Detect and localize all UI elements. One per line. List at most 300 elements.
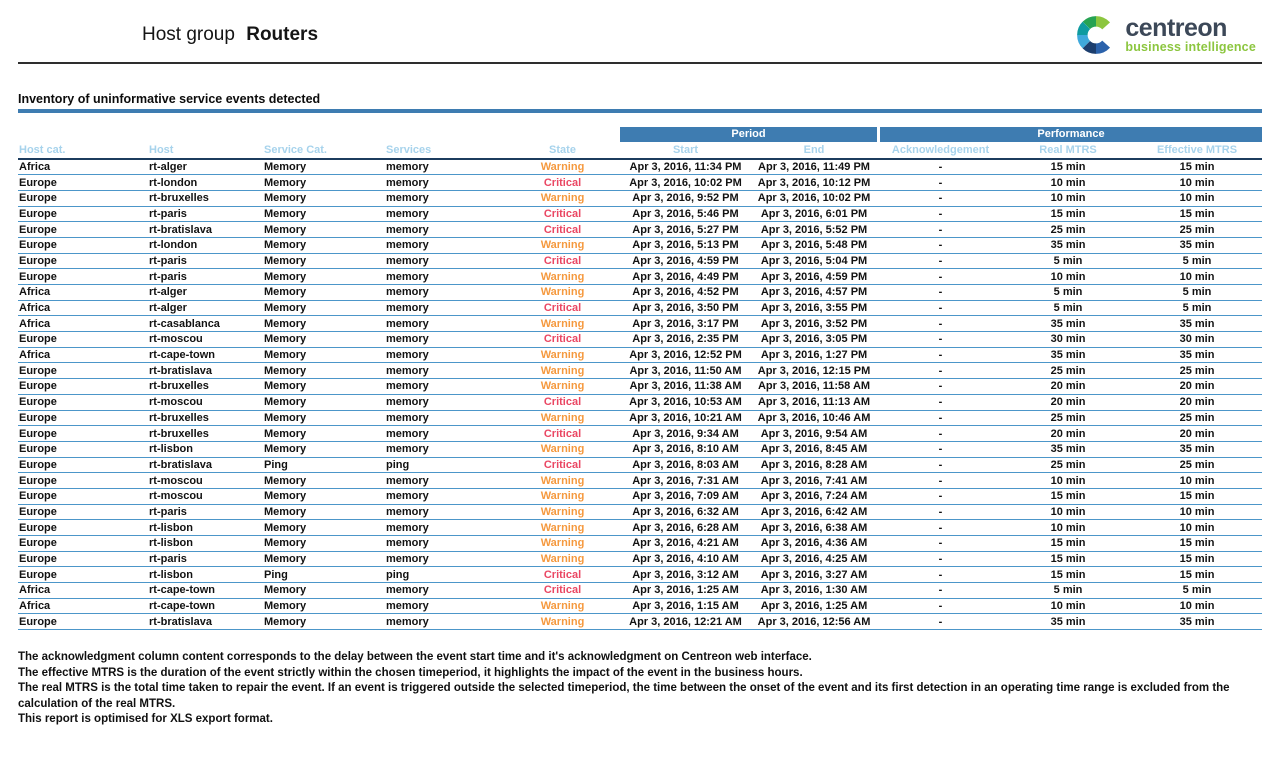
- cell-ack: -: [938, 223, 943, 236]
- cell-start: Apr 3, 2016, 3:50 PM: [632, 302, 739, 315]
- cell-state: Critical: [543, 254, 582, 267]
- cell-start: Apr 3, 2016, 7:31 AM: [632, 474, 739, 487]
- cell-service_cat: Memory: [264, 161, 307, 174]
- table-row: [18, 206, 1262, 222]
- cell-service_cat: Memory: [264, 553, 307, 566]
- cell-host_cat: Europe: [19, 490, 57, 503]
- cell-service: memory: [386, 537, 429, 550]
- footnote-line: This report is optimised for XLS export format.: [18, 713, 273, 726]
- table-body: [18, 159, 1262, 630]
- centreon-logo-icon: [1075, 14, 1117, 56]
- table-row: [18, 253, 1262, 269]
- cell-real_mtrs: 20 min: [1050, 380, 1086, 393]
- cell-service: ping: [386, 458, 410, 471]
- cell-state: Warning: [540, 380, 585, 393]
- header-divider: [18, 62, 1262, 64]
- cell-service: memory: [386, 427, 429, 440]
- cell-end: Apr 3, 2016, 10:12 PM: [757, 176, 871, 189]
- cell-service: memory: [386, 239, 429, 252]
- column-header-row: [18, 142, 1262, 159]
- cell-host: rt-bruxelles: [149, 192, 209, 205]
- cell-host: rt-moscou: [149, 333, 203, 346]
- cell-state: Critical: [543, 207, 582, 220]
- cell-service: memory: [386, 192, 429, 205]
- cell-end: Apr 3, 2016, 4:57 PM: [760, 286, 868, 299]
- table-row: [18, 488, 1262, 504]
- cell-eff_mtrs: 20 min: [1179, 380, 1215, 393]
- section-title: Inventory of uninformative service events detected: [18, 92, 321, 106]
- cell-service_cat: Memory: [264, 411, 307, 424]
- cell-service_cat: Memory: [264, 333, 307, 346]
- col-header-start: Start: [672, 144, 699, 156]
- cell-real_mtrs: 15 min: [1050, 490, 1086, 503]
- cell-start: Apr 3, 2016, 1:25 AM: [632, 584, 739, 597]
- cell-state: Critical: [543, 568, 582, 581]
- table-row: [18, 457, 1262, 473]
- cell-end: Apr 3, 2016, 12:15 PM: [757, 364, 871, 377]
- cell-eff_mtrs: 15 min: [1179, 161, 1215, 174]
- cell-eff_mtrs: 10 min: [1179, 474, 1215, 487]
- cell-start: Apr 3, 2016, 9:34 AM: [632, 427, 739, 440]
- cell-real_mtrs: 25 min: [1050, 458, 1086, 471]
- cell-host_cat: Europe: [19, 458, 57, 471]
- cell-real_mtrs: 35 min: [1050, 349, 1086, 362]
- cell-ack: -: [938, 600, 943, 613]
- cell-state: Warning: [540, 239, 585, 252]
- cell-start: Apr 3, 2016, 1:15 AM: [632, 600, 739, 613]
- cell-real_mtrs: 15 min: [1050, 553, 1086, 566]
- cell-state: Warning: [540, 270, 585, 283]
- cell-service_cat: Memory: [264, 600, 307, 613]
- cell-host_cat: Europe: [19, 505, 57, 518]
- cell-host: rt-bruxelles: [149, 380, 209, 393]
- col-header-service-cat: Service Cat.: [264, 144, 327, 156]
- cell-ack: -: [938, 192, 943, 205]
- footnote-line: The effective MTRS is the duration of the event strictly within the chosen timeperiod, it highlights the impact of the event in the business hours.: [18, 666, 803, 679]
- section-title-underline: [18, 109, 1262, 113]
- cell-end: Apr 3, 2016, 3:27 AM: [760, 568, 868, 581]
- cell-ack: -: [938, 207, 943, 220]
- cell-service_cat: Memory: [264, 192, 307, 205]
- cell-ack: -: [938, 521, 943, 534]
- table-row: [18, 583, 1262, 599]
- cell-start: Apr 3, 2016, 4:59 PM: [632, 254, 739, 267]
- cell-real_mtrs: 15 min: [1050, 537, 1086, 550]
- cell-end: Apr 3, 2016, 10:02 PM: [757, 192, 871, 205]
- table-row: [18, 410, 1262, 426]
- cell-service: memory: [386, 223, 429, 236]
- table-row: [18, 536, 1262, 552]
- cell-start: Apr 3, 2016, 4:10 AM: [632, 553, 739, 566]
- cell-start: Apr 3, 2016, 8:03 AM: [632, 458, 739, 471]
- cell-ack: -: [938, 443, 943, 456]
- cell-start: Apr 3, 2016, 6:32 AM: [632, 505, 739, 518]
- cell-ack: -: [938, 553, 943, 566]
- cell-start: Apr 3, 2016, 5:46 PM: [632, 207, 739, 220]
- cell-ack: -: [938, 176, 943, 189]
- cell-end: Apr 3, 2016, 12:56 AM: [757, 615, 871, 628]
- table-row: [18, 269, 1262, 285]
- cell-service_cat: Memory: [264, 443, 307, 456]
- cell-eff_mtrs: 10 min: [1179, 600, 1215, 613]
- cell-state: Warning: [540, 615, 585, 628]
- cell-state: Critical: [543, 396, 582, 409]
- table-row: [18, 285, 1262, 301]
- cell-start: Apr 3, 2016, 11:34 PM: [629, 161, 742, 174]
- cell-ack: -: [938, 270, 943, 283]
- cell-eff_mtrs: 35 min: [1179, 317, 1215, 330]
- cell-ack: -: [938, 490, 943, 503]
- cell-ack: -: [938, 364, 943, 377]
- cell-host_cat: Europe: [19, 380, 57, 393]
- cell-ack: -: [938, 505, 943, 518]
- cell-start: Apr 3, 2016, 4:49 PM: [632, 270, 739, 283]
- cell-host: rt-alger: [149, 161, 187, 174]
- cell-host: rt-moscou: [149, 474, 203, 487]
- cell-host: rt-casablanca: [149, 317, 220, 330]
- cell-host: rt-bratislava: [149, 223, 212, 236]
- cell-service_cat: Memory: [264, 521, 307, 534]
- cell-host_cat: Africa: [19, 317, 51, 330]
- period-header-bar: Period: [620, 127, 877, 142]
- cell-eff_mtrs: 20 min: [1179, 427, 1215, 440]
- cell-eff_mtrs: 35 min: [1179, 615, 1215, 628]
- cell-service_cat: Memory: [264, 380, 307, 393]
- cell-host_cat: Europe: [19, 615, 57, 628]
- cell-ack: -: [938, 474, 943, 487]
- cell-host_cat: Europe: [19, 207, 57, 220]
- table-row: [18, 614, 1262, 630]
- cell-host_cat: Africa: [19, 302, 51, 315]
- cell-service_cat: Memory: [264, 490, 307, 503]
- cell-host: rt-moscou: [149, 490, 203, 503]
- cell-real_mtrs: 20 min: [1050, 396, 1086, 409]
- cell-service: memory: [386, 333, 429, 346]
- cell-real_mtrs: 25 min: [1050, 223, 1086, 236]
- cell-real_mtrs: 35 min: [1050, 443, 1086, 456]
- cell-host: rt-london: [149, 176, 198, 189]
- cell-service: memory: [386, 207, 429, 220]
- cell-end: Apr 3, 2016, 4:25 AM: [760, 553, 868, 566]
- cell-end: Apr 3, 2016, 11:58 AM: [757, 380, 871, 393]
- cell-service_cat: Memory: [264, 474, 307, 487]
- col-header-state: State: [549, 144, 576, 156]
- table-row: [18, 159, 1262, 175]
- cell-service: memory: [386, 364, 429, 377]
- cell-ack: -: [938, 568, 943, 581]
- cell-ack: -: [938, 239, 943, 252]
- cell-eff_mtrs: 5 min: [1182, 254, 1212, 267]
- cell-start: Apr 3, 2016, 5:27 PM: [632, 223, 739, 236]
- cell-service: memory: [386, 396, 429, 409]
- cell-state: Warning: [540, 317, 585, 330]
- cell-eff_mtrs: 35 min: [1179, 349, 1215, 362]
- cell-service_cat: Memory: [264, 364, 307, 377]
- cell-service: memory: [386, 161, 429, 174]
- cell-host_cat: Europe: [19, 254, 57, 267]
- cell-service: memory: [386, 411, 429, 424]
- cell-ack: -: [938, 537, 943, 550]
- cell-eff_mtrs: 30 min: [1179, 333, 1215, 346]
- centreon-logo: [1075, 14, 1256, 56]
- cell-ack: -: [938, 254, 943, 267]
- cell-service_cat: Memory: [264, 302, 307, 315]
- cell-ack: -: [938, 161, 943, 174]
- cell-end: Apr 3, 2016, 8:28 AM: [760, 458, 868, 471]
- cell-host: rt-moscou: [149, 396, 203, 409]
- cell-host_cat: Africa: [19, 286, 51, 299]
- cell-real_mtrs: 10 min: [1050, 270, 1086, 283]
- cell-real_mtrs: 35 min: [1050, 615, 1086, 628]
- cell-state: Critical: [543, 302, 582, 315]
- cell-end: Apr 3, 2016, 3:52 PM: [760, 317, 868, 330]
- cell-host: rt-bruxelles: [149, 427, 209, 440]
- table-row: [18, 598, 1262, 614]
- cell-real_mtrs: 5 min: [1053, 302, 1083, 315]
- table-row: [18, 175, 1262, 191]
- cell-host: rt-bratislava: [149, 364, 212, 377]
- cell-end: Apr 3, 2016, 5:52 PM: [760, 223, 868, 236]
- cell-host_cat: Europe: [19, 176, 57, 189]
- cell-state: Warning: [540, 411, 585, 424]
- cell-start: Apr 3, 2016, 9:52 PM: [632, 192, 739, 205]
- cell-host_cat: Europe: [19, 223, 57, 236]
- events-table: [18, 126, 1262, 630]
- cell-real_mtrs: 30 min: [1050, 333, 1086, 346]
- cell-host: rt-london: [149, 239, 198, 252]
- table-row: [18, 473, 1262, 489]
- cell-real_mtrs: 10 min: [1050, 176, 1086, 189]
- cell-host: rt-lisbon: [149, 443, 193, 456]
- cell-ack: -: [938, 380, 943, 393]
- footnotes: [18, 650, 1262, 728]
- cell-service_cat: Memory: [264, 270, 307, 283]
- col-header-services: Services: [386, 144, 432, 156]
- cell-host_cat: Africa: [19, 161, 51, 174]
- cell-host_cat: Europe: [19, 474, 57, 487]
- cell-start: Apr 3, 2016, 11:50 AM: [629, 364, 742, 377]
- cell-end: Apr 3, 2016, 4:36 AM: [760, 537, 868, 550]
- table-row: [18, 567, 1262, 583]
- table-row: [18, 300, 1262, 316]
- cell-end: Apr 3, 2016, 7:41 AM: [760, 474, 868, 487]
- cell-ack: -: [938, 458, 943, 471]
- cell-real_mtrs: 10 min: [1050, 505, 1086, 518]
- cell-service_cat: Memory: [264, 537, 307, 550]
- cell-host: rt-lisbon: [149, 568, 193, 581]
- cell-start: Apr 3, 2016, 4:52 PM: [632, 286, 739, 299]
- logo-text: [1125, 16, 1256, 54]
- cell-real_mtrs: 10 min: [1050, 192, 1086, 205]
- table-row: [18, 426, 1262, 442]
- cell-end: Apr 3, 2016, 5:48 PM: [760, 239, 868, 252]
- cell-end: Apr 3, 2016, 6:38 AM: [760, 521, 868, 534]
- cell-eff_mtrs: 15 min: [1179, 568, 1215, 581]
- col-header-end: End: [803, 144, 825, 156]
- cell-service: memory: [386, 349, 429, 362]
- cell-eff_mtrs: 10 min: [1179, 521, 1215, 534]
- cell-service: memory: [386, 615, 429, 628]
- cell-host_cat: Europe: [19, 553, 57, 566]
- cell-host: rt-bratislava: [149, 615, 212, 628]
- cell-host: rt-cape-town: [149, 600, 215, 613]
- cell-host_cat: Europe: [19, 192, 57, 205]
- cell-service: memory: [386, 270, 429, 283]
- group-header-performance: [877, 126, 1262, 142]
- report-header: [18, 0, 1262, 62]
- cell-service: memory: [386, 600, 429, 613]
- cell-start: Apr 3, 2016, 12:21 AM: [629, 615, 742, 628]
- cell-service_cat: Memory: [264, 317, 307, 330]
- cell-eff_mtrs: 35 min: [1179, 443, 1215, 456]
- cell-real_mtrs: 25 min: [1050, 364, 1086, 377]
- cell-real_mtrs: 20 min: [1050, 427, 1086, 440]
- cell-host_cat: Europe: [19, 411, 57, 424]
- cell-service_cat: Memory: [264, 584, 307, 597]
- col-header-effective-mtrs: Effective MTRS: [1156, 144, 1238, 156]
- cell-state: Warning: [540, 364, 585, 377]
- cell-state: Warning: [540, 505, 585, 518]
- cell-host: rt-paris: [149, 270, 187, 283]
- cell-start: Apr 3, 2016, 10:21 AM: [629, 411, 742, 424]
- cell-host_cat: Africa: [19, 600, 51, 613]
- cell-end: Apr 3, 2016, 10:46 AM: [757, 411, 871, 424]
- cell-service_cat: Ping: [264, 458, 288, 471]
- cell-service_cat: Memory: [264, 396, 307, 409]
- cell-real_mtrs: 15 min: [1050, 161, 1086, 174]
- cell-real_mtrs: 10 min: [1050, 474, 1086, 487]
- page-title-prefix: Host group: [142, 24, 235, 45]
- cell-host: rt-paris: [149, 254, 187, 267]
- logo-wordmark: centreon: [1125, 14, 1227, 42]
- cell-host: rt-bruxelles: [149, 411, 209, 424]
- cell-ack: -: [938, 615, 943, 628]
- cell-end: Apr 3, 2016, 3:55 PM: [760, 302, 868, 315]
- cell-service_cat: Memory: [264, 223, 307, 236]
- cell-start: Apr 3, 2016, 4:21 AM: [632, 537, 739, 550]
- cell-ack: -: [938, 302, 943, 315]
- cell-host_cat: Europe: [19, 333, 57, 346]
- cell-start: Apr 3, 2016, 7:09 AM: [632, 490, 739, 503]
- cell-state: Warning: [540, 474, 585, 487]
- cell-service: memory: [386, 380, 429, 393]
- cell-service_cat: Memory: [264, 427, 307, 440]
- cell-host_cat: Europe: [19, 521, 57, 534]
- cell-state: Critical: [543, 223, 582, 236]
- cell-end: Apr 3, 2016, 4:59 PM: [760, 270, 868, 283]
- cell-eff_mtrs: 20 min: [1179, 396, 1215, 409]
- cell-start: Apr 3, 2016, 5:13 PM: [632, 239, 739, 252]
- cell-host_cat: Europe: [19, 270, 57, 283]
- cell-service_cat: Memory: [264, 286, 307, 299]
- cell-ack: -: [938, 286, 943, 299]
- cell-host_cat: Europe: [19, 396, 57, 409]
- cell-real_mtrs: 35 min: [1050, 239, 1086, 252]
- table-row: [18, 504, 1262, 520]
- page-title-hostgroup: Routers: [246, 24, 319, 45]
- cell-host: rt-bratislava: [149, 458, 212, 471]
- cell-end: Apr 3, 2016, 11:13 AM: [757, 396, 871, 409]
- cell-start: Apr 3, 2016, 6:28 AM: [632, 521, 739, 534]
- cell-host_cat: Africa: [19, 584, 51, 597]
- cell-start: Apr 3, 2016, 2:35 PM: [632, 333, 739, 346]
- table-row: [18, 394, 1262, 410]
- cell-ack: -: [938, 584, 943, 597]
- cell-service_cat: Memory: [264, 505, 307, 518]
- table-row: [18, 237, 1262, 253]
- cell-start: Apr 3, 2016, 10:02 PM: [629, 176, 742, 189]
- group-header-period: [620, 126, 877, 142]
- cell-service: memory: [386, 521, 429, 534]
- cell-eff_mtrs: 25 min: [1179, 411, 1215, 424]
- cell-host: rt-cape-town: [149, 349, 215, 362]
- cell-service_cat: Ping: [264, 568, 288, 581]
- cell-service: memory: [386, 317, 429, 330]
- cell-host_cat: Europe: [19, 537, 57, 550]
- cell-ack: -: [938, 333, 943, 346]
- cell-host: rt-alger: [149, 302, 187, 315]
- col-header-acknowledgement: Acknowledgement: [891, 144, 990, 156]
- cell-eff_mtrs: 5 min: [1182, 584, 1212, 597]
- cell-real_mtrs: 35 min: [1050, 317, 1086, 330]
- cell-state: Critical: [543, 176, 582, 189]
- logo-subtitle: business intelligence: [1125, 40, 1256, 54]
- cell-state: Warning: [540, 553, 585, 566]
- cell-start: Apr 3, 2016, 3:12 AM: [632, 568, 739, 581]
- cell-ack: -: [938, 317, 943, 330]
- cell-state: Critical: [543, 458, 582, 471]
- cell-end: Apr 3, 2016, 9:54 AM: [760, 427, 868, 440]
- cell-real_mtrs: 15 min: [1050, 568, 1086, 581]
- cell-host_cat: Europe: [19, 427, 57, 440]
- cell-service_cat: Memory: [264, 239, 307, 252]
- cell-service: memory: [386, 286, 429, 299]
- cell-host_cat: Europe: [19, 568, 57, 581]
- cell-eff_mtrs: 15 min: [1179, 537, 1215, 550]
- cell-eff_mtrs: 25 min: [1179, 458, 1215, 471]
- cell-host_cat: Europe: [19, 239, 57, 252]
- cell-service_cat: Memory: [264, 207, 307, 220]
- cell-eff_mtrs: 5 min: [1182, 286, 1212, 299]
- table-row: [18, 222, 1262, 238]
- cell-service: memory: [386, 474, 429, 487]
- table-row: [18, 347, 1262, 363]
- cell-eff_mtrs: 15 min: [1179, 207, 1215, 220]
- cell-real_mtrs: 5 min: [1053, 254, 1083, 267]
- table-row: [18, 316, 1262, 332]
- cell-real_mtrs: 5 min: [1053, 286, 1083, 299]
- col-header-real-mtrs: Real MTRS: [1039, 144, 1097, 156]
- footnote-line: The acknowledgment column content corresponds to the delay between the event start time and it's acknowledgment on Centreon web interface.: [18, 651, 812, 664]
- cell-ack: -: [938, 427, 943, 440]
- table-row: [18, 551, 1262, 567]
- cell-end: Apr 3, 2016, 7:24 AM: [760, 490, 868, 503]
- cell-state: Critical: [543, 333, 582, 346]
- cell-state: Critical: [543, 584, 582, 597]
- table-row: [18, 332, 1262, 348]
- cell-state: Warning: [540, 521, 585, 534]
- performance-header-bar: Performance: [880, 127, 1262, 142]
- cell-service: memory: [386, 443, 429, 456]
- cell-service: memory: [386, 553, 429, 566]
- cell-real_mtrs: 10 min: [1050, 600, 1086, 613]
- cell-start: Apr 3, 2016, 3:17 PM: [632, 317, 739, 330]
- cell-ack: -: [938, 349, 943, 362]
- table-row: [18, 441, 1262, 457]
- cell-host_cat: Europe: [19, 364, 57, 377]
- cell-eff_mtrs: 25 min: [1179, 223, 1215, 236]
- cell-eff_mtrs: 10 min: [1179, 270, 1215, 283]
